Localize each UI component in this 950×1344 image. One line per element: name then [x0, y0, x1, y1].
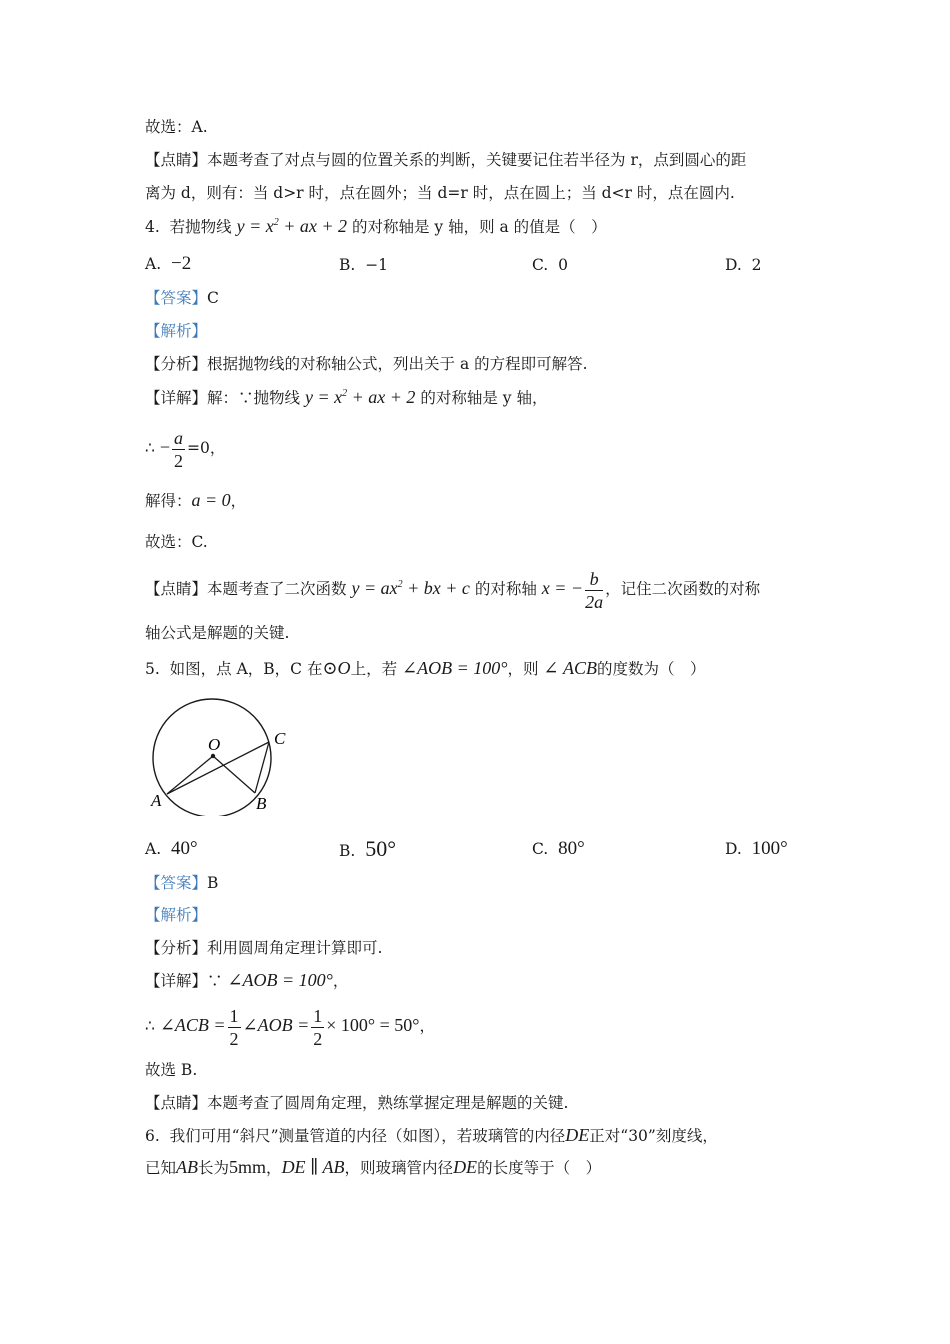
q6-stem-line-2: 已知AB长为5mm，DE ∥ AB，则玻璃管内径DE的长度等于（ ） [145, 1157, 602, 1177]
q4-answer [145, 288, 219, 308]
q5-detail: 【详解】∵ ∠AOB = 100°， [145, 970, 349, 990]
stem-text: 若抛物线 [169, 218, 232, 236]
q3-comment-line-2: 离为 d，则有：当 d>r 时，点在圆外；当 d=r 时，点在圆上；当 d<r 时，点在圆内. [145, 184, 735, 202]
q5-answer: 【答案】B [145, 874, 219, 892]
answer-tag: 【答案】 [145, 289, 208, 307]
q4-fenxi: 【分析】根据抛物线的对称轴公式，列出关于 a 的方程即可解答. [145, 355, 588, 373]
fraction-b-over-2a: $\frac{b}{2a}$ [585, 568, 604, 612]
segment-ob [213, 756, 255, 793]
q5-analysis-tag: 【解析】 [145, 906, 208, 924]
q4-detail: 【详解】解：∵抛物线 $y = x^2$ + ax + 2 的对称轴是 y 轴， [145, 387, 548, 407]
q4-comment-line-1: 【点睛】本题考查了二次函数 $y = ax^2$ + bx + c 的对称轴 x = − $\frac{b}{2a}$ ，记住二次函数的对称 [145, 568, 761, 612]
q5-calculation: ∴ ∠ACB = $\frac{1}{2}$ ∠AOB = $\frac{1}{2}$ × 100° = 50°， [145, 1005, 435, 1049]
q5-choose: 故选 B. [145, 1061, 198, 1079]
q4-option-a: A. −2 [145, 253, 192, 274]
q4-option-b: B. −1 [339, 256, 389, 274]
center-point [211, 754, 215, 758]
q5-option-a: A. 40° [145, 838, 198, 859]
q5-comment: 【点睛】本题考查了圆周角定理，熟练掌握定理是解题的关键. [145, 1094, 569, 1112]
q4-choose: 故选：C. [145, 533, 208, 551]
comment-text: 本题考查了对点与圆的位置关系的判断，关键要记住若半径为 r，点到圆心的距 [207, 151, 747, 169]
fraction-a-over-2: $\frac{a}{2}$ [173, 427, 183, 471]
circle-figure [147, 696, 287, 816]
q4-option-d: D. 2 [725, 256, 762, 274]
stem-text: 的对称轴是 y 轴，则 a 的值是（ ） [351, 218, 607, 236]
label-o: O [208, 735, 221, 754]
q4-equation: ∴ − $\frac{a}{2}$ =0， [145, 427, 226, 471]
q4-analysis-tag: 【解析】 [145, 322, 208, 340]
q6-stem-line-1: 6. 我们可用“斜尺”测量管道的内径（如图），若玻璃管的内径DE正对“30”刻度线， [145, 1125, 718, 1145]
q5-option-d: D. 100° [725, 838, 788, 859]
label-b: B [256, 794, 267, 813]
q4-comment-line-2: 轴公式是解题的关键. [145, 624, 290, 642]
q4-solve: 解得：a = 0， [145, 490, 247, 510]
segment-ao [167, 756, 213, 794]
comment-tag: 【点睛】 [145, 151, 208, 169]
q3-choose: 故选：A. [145, 118, 208, 136]
q5-fenxi: 【分析】利用圆周角定理计算即可. [145, 939, 383, 957]
q4-option-c: C. 0 [532, 256, 568, 274]
parabola-formula: $y = x^2$ + ax + 2 [236, 216, 348, 236]
question-number: 4. [145, 218, 160, 236]
label-c: C [274, 729, 286, 748]
q4-stem [145, 216, 607, 237]
label-a: A [151, 791, 162, 810]
q3-comment-line-1 [145, 150, 746, 170]
segment-cb [255, 742, 269, 793]
q5-stem: 5. 如图，点 A，B，C 在⊙O上，若 ∠AOB = 100°，则 ∠ ACB的度数为（ ） [145, 658, 706, 678]
q5-option-c: C. 80° [532, 838, 585, 859]
quadratic-formula: $y = ax^2$ + bx + c [351, 578, 470, 598]
q5-option-b: B. 50° [339, 836, 396, 861]
answer-value: C [207, 289, 219, 307]
parabola-formula: $y = x^2$ + ax + 2 [304, 387, 416, 407]
